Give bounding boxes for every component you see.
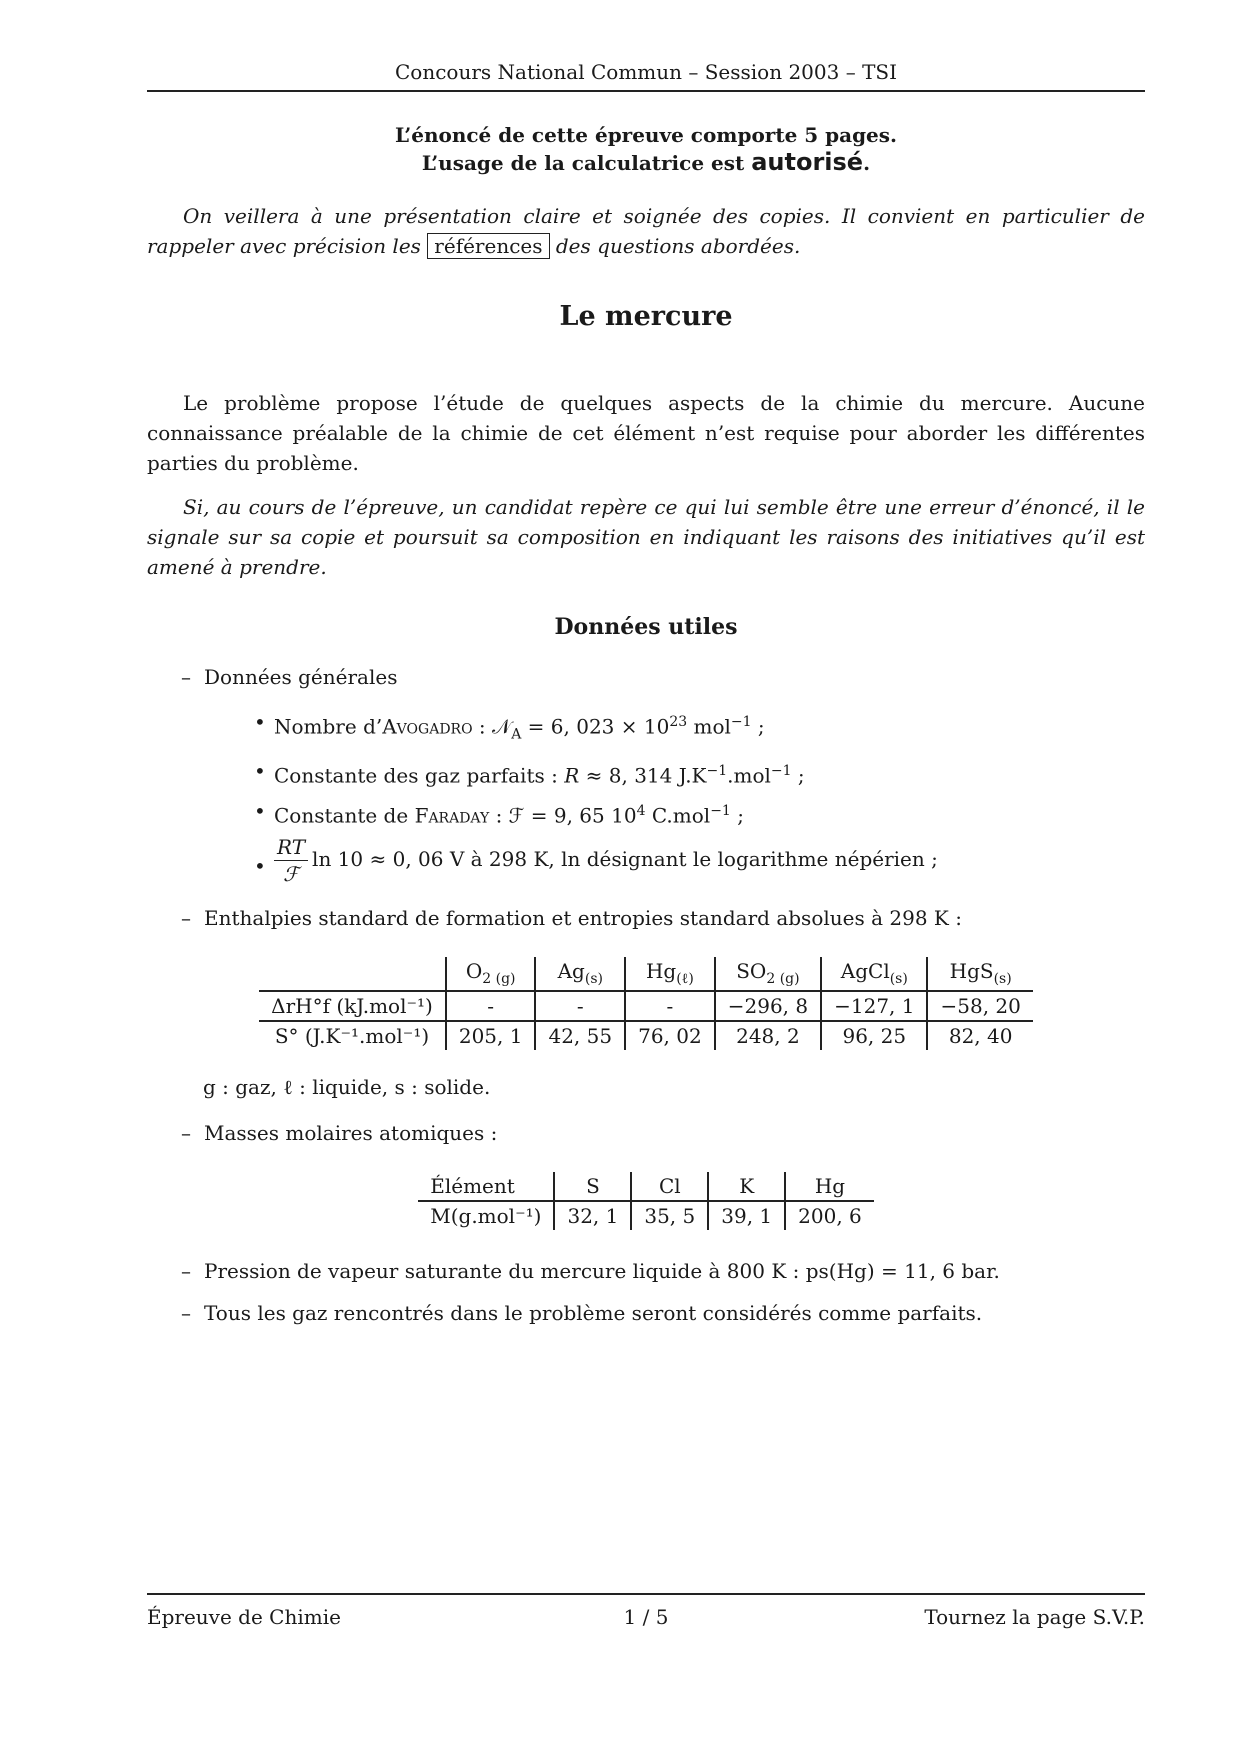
species-header <box>535 957 625 991</box>
enthalpy-label: ΔrH°f (kJ.mol⁻¹) <box>259 991 446 1021</box>
gas-constant-item <box>254 753 1145 794</box>
table-cell: 35, 5 <box>631 1201 708 1230</box>
rt-over-f-fraction <box>274 834 308 887</box>
bullet-mark: • <box>254 799 266 824</box>
error-note: Si, au cours de l’épreuve, un candidat repère ce qui lui semble être une erreur d’énoncé, il le signale sur sa copie et poursuit sa composition en indiquant les raisons des initiatives qu’il est amené à prendre. <box>147 495 1145 579</box>
faraday-end: ; <box>730 803 744 828</box>
presentation-note <box>147 201 1145 261</box>
bullet-mark: • <box>254 853 266 878</box>
enthalpy-row <box>259 991 1033 1021</box>
molar-mass-table <box>418 1172 874 1230</box>
table-cell: −127, 1 <box>821 991 927 1021</box>
exam-notice <box>147 122 1145 177</box>
general-data-item <box>147 662 1145 692</box>
faraday-label: Constante de <box>274 803 415 828</box>
species-state: (ℓ) <box>676 970 694 987</box>
page-footer <box>147 1593 1145 1629</box>
species-name: Hg <box>645 958 677 983</box>
thermo-table <box>259 957 1033 1050</box>
faraday-value: : ℱ = 9, 65 10 <box>489 803 637 828</box>
bullet-mark: • <box>254 710 266 734</box>
species-header <box>446 957 536 991</box>
species-state: (s) <box>889 971 908 988</box>
dash-mark: – <box>181 1300 191 1325</box>
footer-turn-page: Tournez la page S.V.P. <box>924 1605 1146 1629</box>
table-cell: 76, 02 <box>625 1021 715 1050</box>
presentation-text-end: des questions abordées. <box>555 234 801 258</box>
avogadro-symbol: : 𝒩 <box>472 714 512 739</box>
thermo-corner <box>259 957 446 991</box>
avogadro-unit-exp: −1 <box>730 714 752 730</box>
species-state: (s) <box>993 971 1012 988</box>
faraday-unit: C.mol <box>645 803 711 828</box>
species-name: SO <box>736 959 767 984</box>
presentation-text: On veillera à une présentation claire et soignée des copies. Il convient en particulier de rappeler avec précision les <box>147 204 1145 258</box>
gas-value: ≈ 8, 314 J.K <box>579 763 707 788</box>
gas-end: ; <box>791 763 805 788</box>
bullet-mark: • <box>254 758 266 783</box>
entropy-label: S° (J.K⁻¹.mol⁻¹) <box>259 1021 446 1050</box>
species-state: 2 (g) <box>482 971 516 988</box>
table-cell: −296, 8 <box>715 991 821 1021</box>
state-legend: g : gaz, ℓ : liquide, s : solide. <box>203 1074 491 1099</box>
table-cell: 42, 55 <box>535 1021 625 1050</box>
table-cell: 200, 6 <box>798 1203 862 1228</box>
gas-label: Constante des gaz parfaits : <box>274 763 565 788</box>
species-header <box>927 957 1032 991</box>
dash-mark: – <box>181 665 191 689</box>
table-cell: 32, 1 <box>554 1201 631 1230</box>
thermo-data-item <box>147 903 1145 933</box>
table-cell: −58, 20 <box>927 991 1032 1021</box>
vapor-pressure-text: Pression de vapeur saturante du mercure liquide à 800 K : ps(Hg) = 11, 6 bar. <box>204 1258 1000 1283</box>
gas-exp2: −1 <box>770 762 792 779</box>
table-cell: 248, 2 <box>715 1021 821 1050</box>
element-symbol: S <box>554 1172 631 1201</box>
document-title: Le mercure <box>559 301 733 332</box>
table-cell: - <box>535 991 625 1021</box>
element-symbol: Hg <box>785 1172 874 1201</box>
table-cell: 205, 1 <box>446 1021 536 1050</box>
notice-calculator-text: L’usage de la calculatrice est <box>421 151 745 175</box>
faraday-name: Faraday <box>414 803 490 828</box>
thermo-header-row <box>259 957 1033 991</box>
gas-symbol: R <box>564 763 580 788</box>
nernst-item <box>254 834 1145 887</box>
table-cell: 82, 40 <box>948 1023 1013 1048</box>
avogadro-sub: A <box>511 726 522 743</box>
references-box: références <box>427 233 549 259</box>
faraday-unit-exp: −1 <box>710 803 731 820</box>
general-data-label: Données générales <box>204 665 398 689</box>
gas-exp1: −1 <box>706 762 728 779</box>
dash-mark: – <box>181 905 191 930</box>
avogadro-label: Nombre d’ <box>274 714 383 739</box>
footer-subject: Épreuve de Chimie <box>147 1605 341 1629</box>
table-cell: 96, 25 <box>821 1021 927 1050</box>
nernst-text: ln 10 ≈ 0, 06 V à 298 K, ln désignant le logarithme népérien ; <box>312 846 938 871</box>
faraday-exp: 4 <box>636 803 646 820</box>
element-symbol: Cl <box>631 1172 708 1201</box>
species-name: O <box>465 959 483 984</box>
species-name: Ag <box>557 959 585 984</box>
problem-description: Le problème propose l’étude de quelques aspects de la chimie du mercure. Aucune connaissance préalable de la chimie de cet élément n’est requise pour aborder les différentes parties du problème. <box>147 391 1145 475</box>
constants-list <box>147 704 1145 887</box>
species-name: HgS <box>949 959 994 984</box>
page-header: Concours National Commun – Session 2003 – TSI <box>147 60 1145 92</box>
molar-mass-item <box>147 1118 1145 1148</box>
faraday-item <box>254 793 1145 834</box>
dash-mark: – <box>181 1258 191 1283</box>
avogadro-end: ; <box>751 714 765 739</box>
molar-header-row <box>418 1172 874 1201</box>
fraction-denominator: ℱ <box>283 861 299 886</box>
entropy-row <box>259 1021 1033 1050</box>
element-symbol: K <box>708 1172 785 1201</box>
species-header <box>821 957 927 991</box>
notice-pages: L’énoncé de cette épreuve comporte 5 pages. <box>394 123 898 147</box>
avogadro-exp: 23 <box>669 714 688 730</box>
avogadro-unit: mol <box>687 714 731 739</box>
species-header <box>715 957 821 991</box>
species-header <box>625 957 715 991</box>
table-cell: - <box>446 991 536 1021</box>
molar-values-row <box>418 1201 874 1230</box>
page-number: 1 / 5 <box>623 1605 669 1629</box>
avogadro-item <box>254 704 1145 753</box>
notice-calculator-word: autorisé <box>751 148 864 176</box>
avogadro-name: Avogadro <box>382 714 473 739</box>
table-cell: - <box>625 991 715 1021</box>
molar-mass-label: Masses molaires atomiques : <box>204 1120 498 1145</box>
dash-mark: – <box>181 1120 191 1145</box>
element-header: Élément <box>418 1172 554 1201</box>
species-state: 2 (g) <box>766 971 800 988</box>
fraction-numerator: RT <box>274 834 308 861</box>
species-name: AgCl <box>840 959 890 984</box>
molar-row-label: M(g.mol⁻¹) <box>418 1201 554 1230</box>
page <box>147 60 1145 1328</box>
avogadro-value: = 6, 023 × 10 <box>521 714 670 739</box>
thermo-data-label: Enthalpies standard de formation et entropies standard absolues à 298 K : <box>204 905 962 930</box>
gas-mid: .mol <box>727 763 771 788</box>
species-state: (s) <box>584 971 603 988</box>
notice-period: . <box>863 151 871 175</box>
notice-calculator <box>147 149 1145 177</box>
section-title: Données utiles <box>554 614 738 640</box>
ideal-gas-text: Tous les gaz rencontrés dans le problème seront considérés comme parfaits. <box>204 1300 983 1325</box>
table-cell: 39, 1 <box>708 1201 785 1230</box>
vapor-pressure-item <box>147 1256 1145 1286</box>
ideal-gas-item <box>147 1298 1145 1328</box>
